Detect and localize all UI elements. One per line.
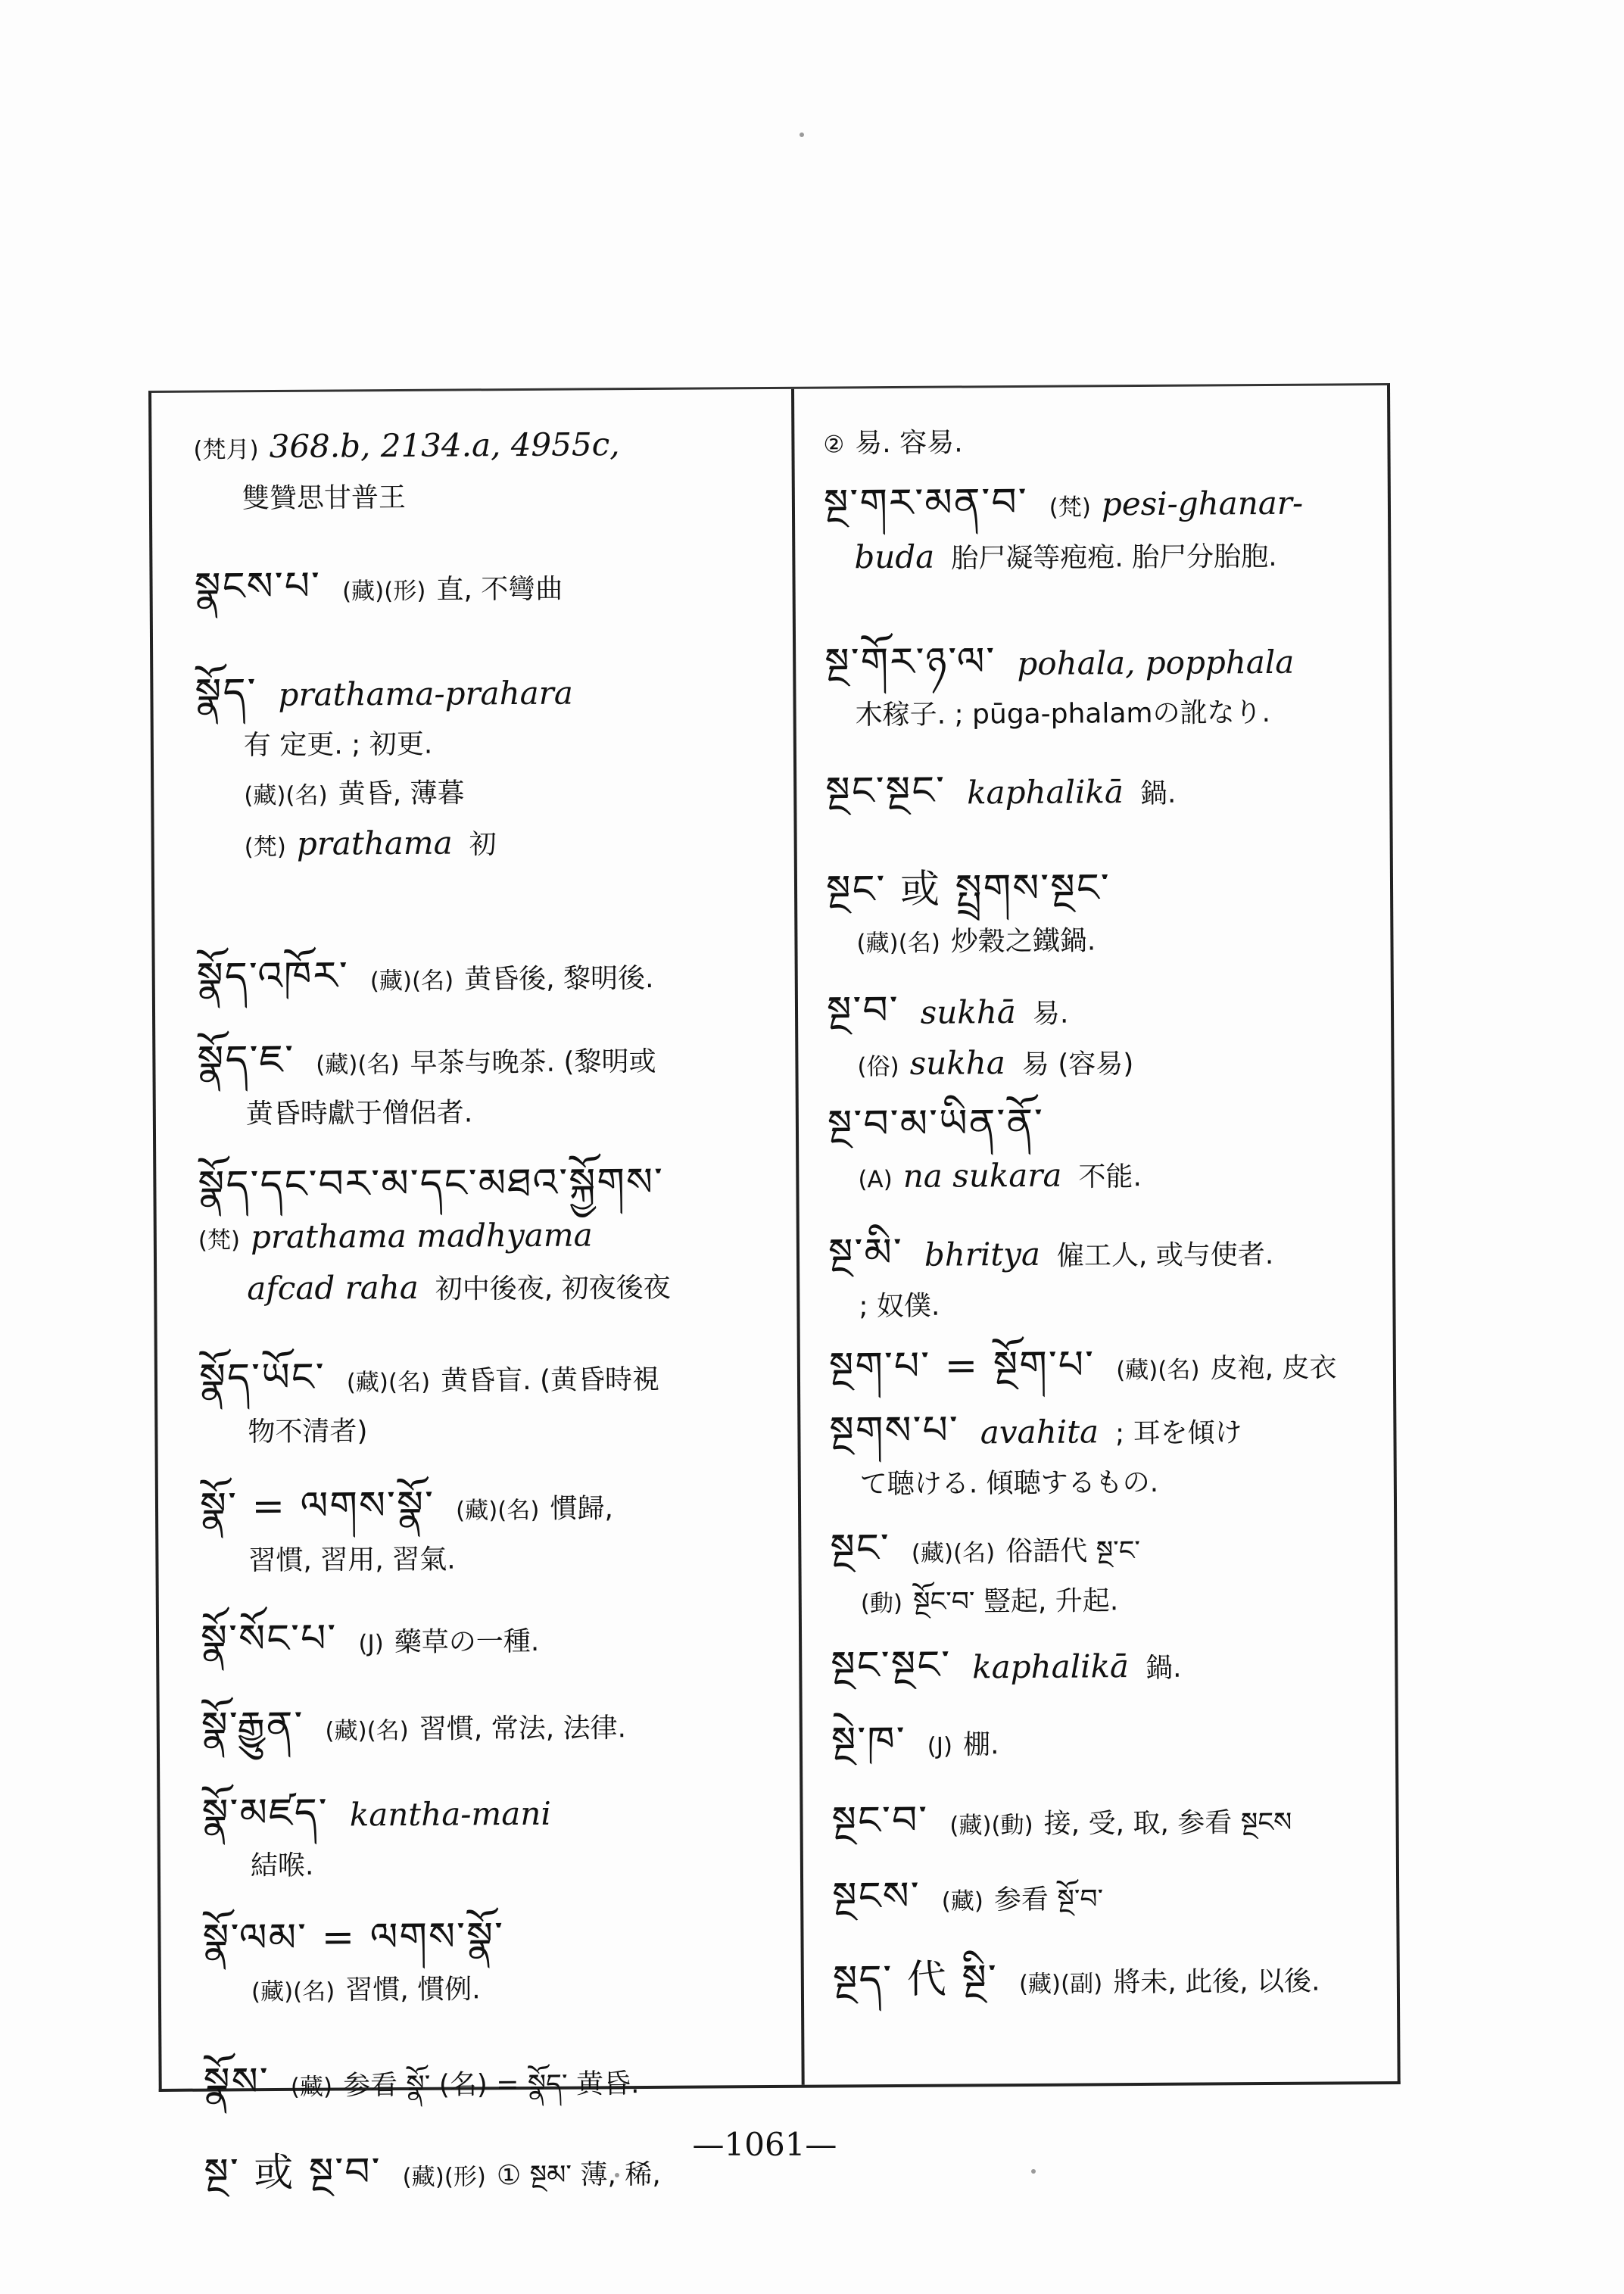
dictionary-entry	[831, 1638, 1379, 1694]
entry-line	[823, 416, 1372, 469]
grammar-tag: (梵月)	[193, 436, 259, 464]
grammar-tag: (藏)(副)	[1018, 1970, 1103, 1999]
dictionary-entry	[823, 416, 1372, 469]
gloss-text: 黄昏後, 黎明後.	[464, 962, 654, 996]
gloss-text: 結喉.	[250, 1850, 314, 1882]
grammar-tag: (梵)	[244, 833, 286, 862]
entry-line	[831, 1575, 1379, 1628]
entry-line	[828, 1097, 1376, 1152]
romanized-term: avahita	[980, 1413, 1099, 1451]
grammar-tag: (藏)(名)	[856, 929, 940, 958]
dictionary-entry	[197, 949, 772, 1007]
dictionary-entry	[827, 983, 1376, 1091]
grammar-tag: (藏)(名)	[1116, 1356, 1200, 1385]
romanized-term: prathama-prahara	[278, 674, 573, 713]
entry-line	[195, 665, 770, 722]
gloss-text: 俗語代 སྔ་ང་	[1005, 1535, 1141, 1568]
entry-line	[831, 1794, 1380, 1850]
dictionary-entry	[830, 1521, 1379, 1628]
entry-line	[830, 1457, 1379, 1509]
entry-line	[202, 1838, 778, 1891]
gloss-text: 易 (容易)	[1021, 1049, 1134, 1080]
gloss-text: 炒穀之鐵鍋.	[950, 925, 1096, 958]
tibetan-headword: སྔ་གོར་ཉ་ལ་	[824, 639, 996, 686]
entry-line	[194, 471, 769, 524]
gloss-text: 初	[469, 829, 497, 861]
dictionary-entry	[201, 1612, 776, 1669]
dictionary-entry	[828, 1097, 1377, 1204]
entry-line	[824, 476, 1373, 533]
grammar-tag: (藏)(形)	[341, 577, 426, 606]
grammar-tag: (藏)(名)	[316, 1050, 400, 1079]
gloss-text: 初中後夜, 初夜後夜	[435, 1272, 671, 1305]
dictionary-entry	[203, 2055, 778, 2112]
entry-line	[832, 1869, 1381, 1926]
entry-line	[831, 1714, 1380, 1771]
entry-line	[824, 530, 1373, 584]
tibetan-headword: སྔ་མི་	[828, 1230, 904, 1276]
entry-line	[194, 559, 769, 617]
romanized-term: kaphalikā	[966, 773, 1124, 812]
grammar-tag: (藏)(名)	[346, 1368, 431, 1397]
entry-line	[201, 1786, 777, 1842]
entry-line	[826, 915, 1375, 968]
tibetan-headword: སྔེ་ཁ་	[831, 1718, 906, 1765]
gloss-text: 鍋.	[1145, 1652, 1182, 1684]
entry-line	[195, 767, 771, 821]
tibetan-headword: སྣོ་རྒྱུན་	[201, 1703, 304, 1750]
gloss-text: 胎尸凝等疱疱. 胎尸分胎胞.	[951, 541, 1277, 575]
gloss-text: 物不清者)	[248, 1416, 368, 1448]
grammar-tag: (動)	[860, 1589, 903, 1618]
gloss-text: 習慣, 習用, 習氣.	[248, 1544, 456, 1577]
entry-line	[833, 1953, 1382, 2009]
tibetan-headword: སྔ་བ་	[826, 987, 899, 1034]
gloss-text: 鍋.	[1139, 778, 1177, 810]
entry-line	[203, 1963, 778, 2017]
dictionary-entry	[829, 1404, 1379, 1509]
grammar-tag: (藏)	[941, 1887, 984, 1915]
dictionary-entry	[198, 1158, 774, 1316]
tibetan-headword: སྔང་ 或 སྤྲགས་སྔང་	[825, 865, 1111, 913]
gloss-text: 藥草の一種.	[394, 1625, 540, 1659]
entry-line	[828, 1226, 1377, 1282]
tibetan-headword: སྣོ་ = ལགས་སྣོ་	[199, 1482, 435, 1530]
entry-line	[193, 419, 768, 475]
entry-line	[202, 1911, 778, 1967]
grammar-tag: (J)	[358, 1630, 384, 1658]
tibetan-headword: སྣོད་ཡོང་	[198, 1354, 326, 1401]
gloss-text: 有 定更. ; 初更.	[243, 728, 433, 762]
entry-line	[198, 1210, 774, 1265]
gloss-text: ; 耳を傾け	[1114, 1417, 1242, 1450]
entry-line	[828, 1149, 1376, 1204]
grammar-tag: (A)	[858, 1166, 893, 1194]
dictionary-entry	[831, 1714, 1380, 1771]
gloss-text: 不能.	[1078, 1161, 1142, 1193]
romanized-term: pesi-ghanar-	[1101, 484, 1304, 523]
dictionary-entry	[832, 1869, 1381, 1926]
grammar-tag: (藏)(名)	[455, 1496, 540, 1525]
romanized-term: buda	[854, 538, 935, 576]
dictionary-entry	[201, 1786, 778, 1891]
entry-line	[831, 1638, 1379, 1694]
right-column	[794, 385, 1398, 2085]
entry-line	[824, 687, 1373, 740]
gloss-text: 皮袍, 皮衣	[1210, 1352, 1337, 1385]
dictionary-entry	[826, 862, 1376, 968]
tibetan-headword: སྣོད་ཇ་	[197, 1036, 295, 1083]
dictionary-entry	[194, 559, 769, 617]
tibetan-headword: སྔ་གར་མན་བ་	[823, 479, 1028, 527]
romanized-term: bhritya	[924, 1235, 1041, 1273]
entry-line	[201, 1699, 777, 1756]
dictionary-entry	[825, 764, 1374, 820]
tibetan-headword: སྔགས་པ་	[829, 1407, 959, 1454]
dictionary-entry	[200, 1479, 776, 1586]
entry-line	[826, 862, 1375, 918]
entry-line	[829, 1404, 1378, 1460]
romanized-term: 368.b, 2134.a, 4955c,	[269, 425, 620, 466]
romanized-term: afcad raha	[247, 1268, 419, 1308]
dictionary-entry	[197, 1033, 773, 1139]
gloss-text: 棚.	[962, 1729, 999, 1761]
dictionary-entry	[828, 1226, 1378, 1331]
tibetan-headword: སྔད་ 代 སྔི་	[832, 1956, 999, 2003]
entry-line	[197, 949, 772, 1007]
dictionary-entry	[829, 1339, 1378, 1396]
dictionary-entry	[824, 635, 1374, 740]
tibetan-headword: སྔང་སྔང་	[831, 1642, 952, 1689]
gloss-text: 易. 容易.	[855, 427, 963, 460]
entry-line	[201, 1612, 776, 1669]
gloss-text: 黄昏, 薄暮	[338, 778, 465, 810]
entry-line	[825, 764, 1374, 820]
gloss-text: 習慣, 慣例.	[345, 1974, 481, 2006]
gloss-text: 黄昏盲. (黄昏時視	[441, 1364, 660, 1397]
tibetan-headword: སྔ་བ་མ་ཡིན་ནོ་	[827, 1100, 1045, 1148]
tibetan-headword: སྣོད་འཁོར་	[196, 953, 349, 1000]
dictionary-entry	[193, 419, 769, 524]
entry-line	[827, 1036, 1376, 1091]
grammar-tag: (藏)(名)	[325, 1716, 409, 1745]
grammar-tag: (梵)	[1049, 494, 1091, 522]
gloss-text: 習慣, 常法, 法律.	[419, 1713, 627, 1745]
tibetan-headword: སྣོད་དང་བར་མ་དང་མཐའ་སྐྱོགས་	[198, 1159, 665, 1208]
grammar-tag: (J)	[927, 1732, 953, 1760]
romanized-term: kantha-mani	[349, 1794, 551, 1834]
dictionary-entry	[824, 476, 1373, 584]
romanized-term: kaphalikā	[972, 1647, 1130, 1686]
grammar-tag: (梵)	[198, 1226, 241, 1255]
gloss-text: 直, 不彎曲	[436, 573, 563, 606]
grammar-tag: (藏)	[290, 2073, 333, 2101]
entry-line	[200, 1479, 775, 1537]
grammar-tag: (藏)(名)	[911, 1539, 996, 1567]
entry-line	[199, 1351, 775, 1408]
dictionary-entry	[201, 1699, 777, 1756]
tibetan-headword: སྣོད་	[195, 670, 257, 716]
scan-speck	[1031, 2169, 1036, 2174]
entry-line	[830, 1521, 1379, 1578]
tibetan-headword: སྔངས་	[831, 1873, 921, 1920]
romanized-term: prathama madhyama	[250, 1216, 593, 1256]
gloss-text: て聴ける. 傾聴するもの.	[859, 1466, 1159, 1501]
entry-line	[197, 1033, 772, 1090]
gloss-text: སྔོང་བ་ 豎起, 升起.	[912, 1585, 1119, 1618]
gloss-text: 早茶与晚茶. (黎明或	[410, 1046, 656, 1079]
entry-line	[824, 635, 1373, 690]
entry-line	[195, 817, 771, 872]
entry-line	[203, 2055, 778, 2112]
gloss-text: 黄昏時獻于僧侶者.	[245, 1097, 473, 1130]
gloss-text: 僱工人, 或与使者.	[1056, 1239, 1274, 1272]
grammar-tag: (藏)(名)	[251, 1978, 335, 2006]
grammar-tag: (藏)(動)	[949, 1811, 1033, 1840]
scan-speck	[800, 132, 804, 137]
dictionary-entry	[202, 1911, 778, 2017]
romanized-term: sukha	[909, 1044, 1005, 1082]
gloss-text: 木稼子. ; pūga-phalamの訛なり.	[855, 697, 1271, 731]
page-number: —1061—	[692, 2126, 837, 2163]
dictionary-entry	[199, 1351, 775, 1457]
tibetan-headword: སྔ་ 或 སྔ་བ་	[204, 2149, 382, 2196]
tibetan-headword: སྣོས་	[203, 2059, 270, 2105]
entry-line	[198, 1261, 774, 1316]
gloss-text: 易.	[1032, 998, 1069, 1030]
grammar-tag: (藏)(名)	[244, 781, 328, 810]
entry-line	[829, 1339, 1378, 1396]
gloss-text: 参看 སྔོ་བ་	[993, 1884, 1104, 1916]
tibetan-headword: སྣོ་སོང་པ་	[200, 1616, 338, 1663]
dictionary-entry	[831, 1794, 1380, 1850]
dictionary-entry	[833, 1953, 1382, 2009]
tibetan-headword: སྔང་བ་	[831, 1797, 929, 1844]
tibetan-headword: སྔག་པ་ = སྔོག་པ་	[828, 1342, 1096, 1390]
gloss-text: 慣歸,	[550, 1493, 614, 1525]
entry-line	[198, 1158, 773, 1214]
romanized-term: pohala, popphala	[1017, 643, 1295, 682]
tibetan-headword: སྣོ་མཛད་	[201, 1790, 329, 1837]
dictionary-entry	[195, 665, 771, 872]
gloss-text: 接, 受, 取, 参看 སྔངས	[1043, 1806, 1292, 1840]
grammar-tag: (藏)(形)	[402, 2163, 487, 2191]
grammar-tag: ②	[823, 431, 845, 459]
grammar-tag: (俗)	[857, 1052, 899, 1081]
gloss-text: 將未, 此後, 以後.	[1113, 1965, 1320, 1999]
entry-line	[828, 1279, 1377, 1331]
tibetan-headword: སྣོ་ལམ་ = ལགས་སྣོ་	[202, 1914, 505, 1962]
entry-line	[195, 718, 771, 771]
tibetan-headword: སྔང་	[830, 1526, 890, 1572]
entry-line	[827, 983, 1376, 1039]
romanized-term: prathama	[296, 824, 453, 862]
gloss-text: ; 奴僕.	[859, 1290, 940, 1323]
romanized-term: na sukara	[902, 1156, 1062, 1195]
tibetan-headword: སྔང་སྔང་	[825, 768, 946, 815]
gloss-text: 参看 སྣོ་ (名) = སྣོད་ 黄昏.	[342, 2068, 640, 2102]
gloss-text: ① སྔམ་ 薄, 稀,	[496, 2158, 661, 2192]
entry-line	[199, 1404, 775, 1457]
entry-line	[200, 1533, 775, 1586]
tibetan-headword: སྣངས་པ་	[194, 563, 322, 610]
gloss-text: 雙贊思甘普王	[242, 482, 407, 515]
grammar-tag: (藏)(名)	[369, 967, 454, 996]
entry-line	[198, 1086, 773, 1139]
romanized-term: sukhā	[920, 993, 1017, 1031]
